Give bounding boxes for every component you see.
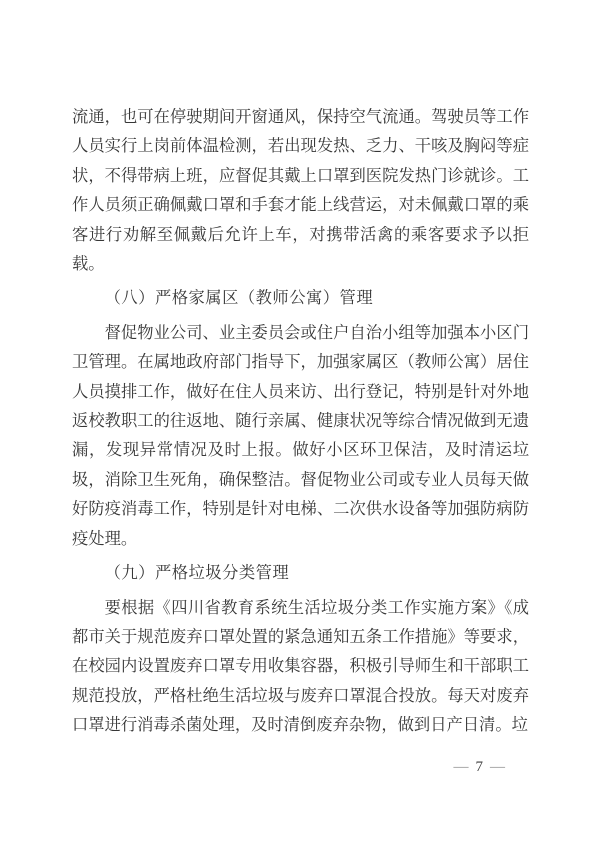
page-number-dash-left: — bbox=[453, 759, 469, 775]
paragraph-garbage-sorting-management: 要根据《四川省教育系统生活垃圾分类工作实施方案》《成都市关于规范废弃口罩处置的紧急通知五条工作措施》等要求，在校园内设置废弃口罩专用收集容器，积极引导师生和干部职工规范投放，严格杜绝生活垃圾与废弃口罩混合投放。每天对废弃口罩进行消毒杀菌处理，及时清倒废弃杂物，做到日产日清。垃 bbox=[72, 597, 529, 735]
page-number bbox=[447, 757, 513, 777]
section-heading-8-family-area-management: （八）严格家属区（教师公寓）管理 bbox=[104, 288, 374, 308]
document-body bbox=[72, 102, 529, 740]
section-heading-9-garbage-sorting-management: （九）严格垃圾分类管理 bbox=[104, 563, 290, 583]
page-number-value: 7 bbox=[475, 759, 483, 775]
paragraph-family-area-management: 督促物业公司、业主委员会或住户自治小组等加强本小区门卫管理。在属地政府部门指导下，加强家属区（教师公寓）居住人员摸排工作，做好在住人员来访、出行登记，特别是针对外地返校教职工的往返地、随行亲属、健康状况等综合情况做到无遗漏，发现异常情况及时上报。做好小区环卫保洁，及时清运垃圾，消除卫生死角，确保整洁。督促物业公司或专业人员每天做好防疫消毒工作，特别是针对电梯、二次供水设备等加强防病防疫处理。 bbox=[72, 322, 529, 548]
paragraph-transport-epidemic-measures: 流通，也可在停驶期间开窗通风，保持空气流通。驾驶员等工作人员实行上岗前体温检测，若出现发热、乏力、干咳及胸闷等症状，不得带病上班，应督促其戴上口罩到医院发热门诊就诊。工作人员须正确佩戴口罩和手套才能上线营运，对未佩戴口罩的乘客进行劝解至佩戴后允许上车，对携带活禽的乘客要求予以拒载。 bbox=[72, 107, 529, 274]
page-number-dash-right: — bbox=[490, 759, 505, 775]
